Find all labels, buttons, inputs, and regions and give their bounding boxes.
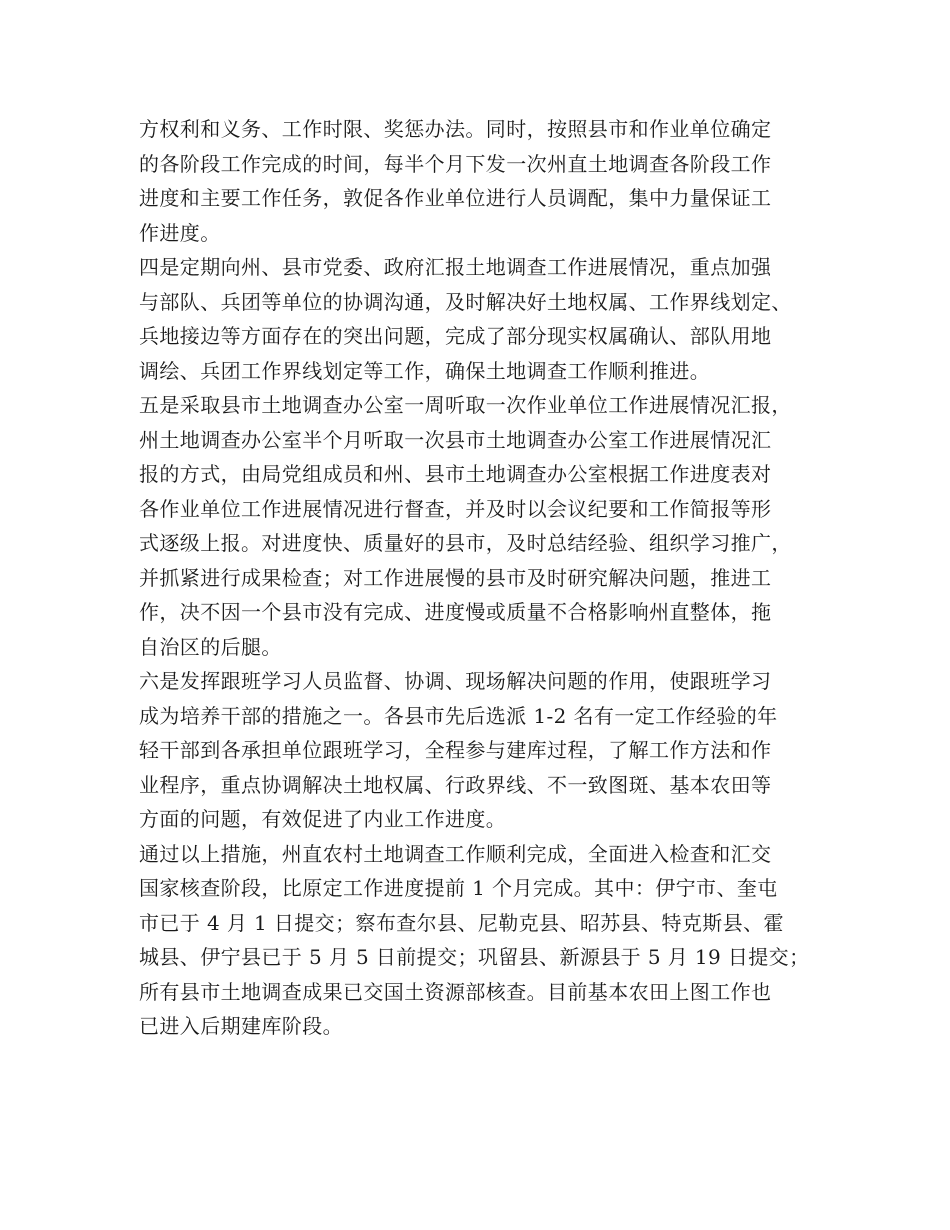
text-line: 报的方式，由局党组成员和州、县市土地调查办公室根据工作进度表对 [139, 462, 772, 486]
text-line: 州土地调查办公室半个月听取一次县市土地调查办公室工作进展情况汇 [139, 427, 772, 452]
text-line: 国家核查阶段，比原定工作进度提前 1 个月完成。其中：伊宁市、奎屯 [139, 876, 778, 900]
text-line: 与部队、兵团等单位的协调沟通，及时解决好土地权属、工作界线划定、 [139, 289, 792, 314]
text-line: 轻干部到各承担单位跟班学习，全程参与建库过程，了解工作方法和作 [139, 738, 772, 762]
text-line: 作进度。 [139, 220, 221, 245]
paragraph-measure-five [139, 388, 829, 664]
text-line: 作，决不因一个县市没有完成、进度慢或质量不合格影响州直整体，拖 [139, 600, 772, 624]
document-page [139, 112, 829, 1044]
text-line: 方权利和义务、工作时限、奖惩办法。同时，按照县市和作业单位确定 [139, 117, 772, 141]
text-line: 方面的问题，有效促进了内业工作进度。 [139, 807, 507, 831]
text-line: 各作业单位工作进展情况进行督查，并及时以会议纪要和工作简报等形 [139, 496, 772, 521]
paragraph-summary [139, 837, 829, 1044]
text-line: 市已于 4 月 1 日提交；察布查尔县、尼勒克县、昭苏县、特克斯县、霍 [139, 910, 784, 935]
text-line: 兵地接边等方面存在的突出问题，完成了部分现实权属确认、部队用地 [139, 324, 772, 348]
text-line: 自治区的后腿。 [139, 634, 282, 659]
text-line: 所有县市土地调查成果已交国土资源部核查。目前基本农田上图工作也 [139, 979, 772, 1004]
text-line: 业程序，重点协调解决土地权属、行政界线、不一致图斑、基本农田等 [139, 772, 772, 797]
text-line: 成为培养干部的措施之一。各县市先后选派 1-2 名有一定工作经验的年 [139, 703, 778, 728]
paragraph-measure-six [139, 664, 829, 837]
text-line: 的各阶段工作完成的时间，每半个月下发一次州直土地调查各阶段工作 [139, 151, 772, 176]
text-line: 调绘、兵团工作界线划定等工作，确保土地调查工作顺利推进。 [139, 358, 711, 383]
text-line: 城县、伊宁县已于 5 月 5 日前提交；巩留县、新源县于 5 月 19 日提交； [139, 945, 810, 969]
text-line: 式逐级上报。对进度快、质量好的县市，及时总结经验、组织学习推广， [139, 531, 792, 555]
paragraph-continuation [139, 112, 829, 250]
text-line: 已进入后期建库阶段。 [139, 1014, 343, 1038]
text-line: 四是定期向州、县市党委、政府汇报土地调查工作进展情况，重点加强 [139, 255, 772, 279]
text-line: 进度和主要工作任务，敦促各作业单位进行人员调配，集中力量保证工 [139, 186, 772, 210]
text-line: 五是采取县市土地调查办公室一周听取一次作业单位工作进展情况汇报， [139, 393, 792, 417]
text-line: 并抓紧进行成果检查；对工作进展慢的县市及时研究解决问题，推进工 [139, 565, 772, 590]
text-line: 六是发挥跟班学习人员监督、协调、现场解决问题的作用，使跟班学习 [139, 669, 772, 693]
text-line: 通过以上措施，州直农村土地调查工作顺利完成，全面进入检查和汇交 [139, 841, 772, 866]
paragraph-measure-four [139, 250, 829, 388]
